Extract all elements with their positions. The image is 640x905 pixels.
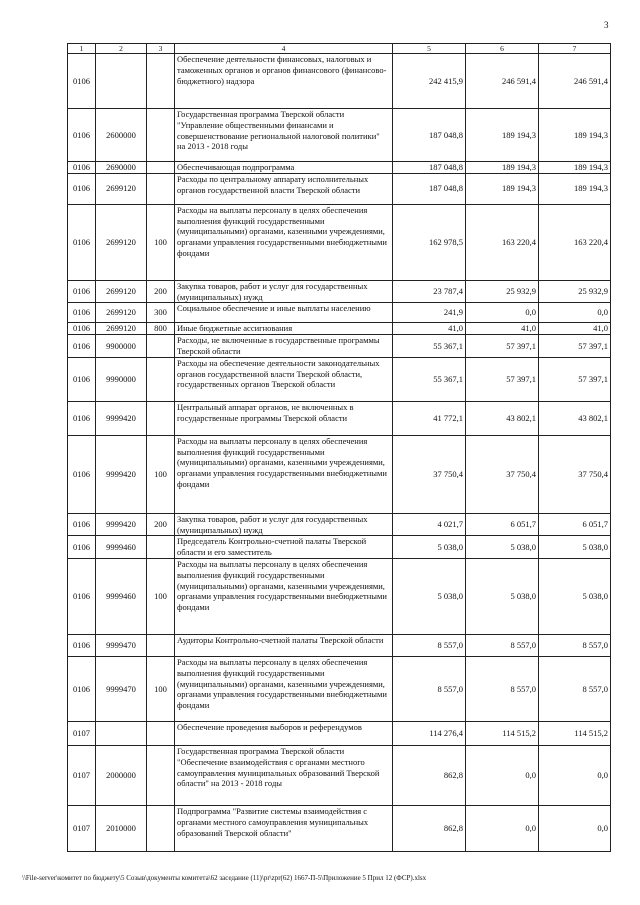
header-row [68,44,611,54]
value-col7-cell: 246 591,4 [539,54,611,109]
table-row [68,435,611,513]
section-code-cell: 0106 [68,513,96,536]
target-code-cell: 9900000 [96,335,147,358]
expense-type-code-cell [147,54,175,109]
table-row [68,173,611,204]
value-col7-cell: 8 557,0 [539,634,611,656]
value-col7-cell: 0,0 [539,805,611,851]
header-cell: 4 [175,44,393,54]
description-cell: Центральный аппарат органов, не включенных в государственные программы Тверской области [175,401,393,435]
target-code-cell: 9999460 [96,536,147,559]
section-code-cell: 0106 [68,109,96,162]
value-col5-cell: 37 750,4 [393,435,466,513]
table-row [68,656,611,721]
value-col6-cell: 25 932,9 [466,280,539,303]
value-col6-cell: 5 038,0 [466,558,539,634]
expense-type-code-cell [147,357,175,401]
header-cell: 7 [539,44,611,54]
value-col6-cell: 246 591,4 [466,54,539,109]
value-col5-cell: 4 021,7 [393,513,466,536]
description-cell: Расходы на выплаты персоналу в целях обеспечения выполнения функций государственными (муниципальными) органами, казенными учреждениями, органами управления государственными внебюджетными фондами [175,435,393,513]
header-cell: 3 [147,44,175,54]
value-col5-cell: 187 048,8 [393,109,466,162]
expense-type-code-cell [147,536,175,559]
description-cell: Обеспечение проведения выборов и референдумов [175,721,393,745]
expense-type-code-cell: 200 [147,513,175,536]
target-code-cell: 2699120 [96,280,147,303]
table-row [68,357,611,401]
target-code-cell: 2699120 [96,204,147,280]
target-code-cell: 9999470 [96,634,147,656]
table-row [68,558,611,634]
value-col6-cell: 5 038,0 [466,536,539,559]
section-code-cell: 0106 [68,162,96,174]
value-col5-cell: 55 367,1 [393,335,466,358]
table-row [68,634,611,656]
value-col5-cell: 8 557,0 [393,656,466,721]
description-cell: Государственная программа Тверской области "Управление общественными финансами и совершенствование региональной налоговой политики" на 2013 - 2018 годы [175,109,393,162]
table-row [68,280,611,303]
table-row [68,721,611,745]
value-col5-cell: 187 048,8 [393,162,466,174]
description-cell: Закупка товаров, работ и услуг для государственных (муниципальных) нужд [175,280,393,303]
table-row [68,401,611,435]
table-row [68,335,611,358]
description-cell: Расходы на выплаты персоналу в целях обеспечения выполнения функций государственными (муниципальными) органами, казенными учреждениями, органами управления государственными внебюджетными фондами [175,656,393,721]
header-cell: 6 [466,44,539,54]
expense-type-code-cell [147,401,175,435]
expense-type-code-cell [147,162,175,174]
value-col5-cell: 41 772,1 [393,401,466,435]
target-code-cell: 2699120 [96,173,147,204]
section-code-cell: 0106 [68,634,96,656]
description-cell: Расходы по центральному аппарату исполнительных органов государственной власти Тверской области [175,173,393,204]
value-col6-cell: 114 515,2 [466,721,539,745]
value-col6-cell: 43 802,1 [466,401,539,435]
value-col6-cell: 8 557,0 [466,634,539,656]
value-col7-cell: 8 557,0 [539,656,611,721]
section-code-cell: 0106 [68,656,96,721]
value-col5-cell: 242 415,9 [393,54,466,109]
value-col6-cell: 189 194,3 [466,173,539,204]
value-col6-cell: 0,0 [466,805,539,851]
description-cell: Подпрограмма "Развитие системы взаимодействия с органами местного самоуправления муниципальных образований Тверской области" [175,805,393,851]
expense-type-code-cell: 100 [147,204,175,280]
description-cell: Закупка товаров, работ и услуг для государственных (муниципальных) нужд [175,513,393,536]
value-col5-cell: 41,0 [393,323,466,335]
target-code-cell: 2600000 [96,109,147,162]
description-cell: Иные бюджетные ассигнования [175,323,393,335]
section-code-cell: 0106 [68,536,96,559]
value-col5-cell: 23 787,4 [393,280,466,303]
table-row [68,323,611,335]
table-row [68,745,611,805]
section-code-cell: 0106 [68,303,96,323]
value-col7-cell: 0,0 [539,303,611,323]
value-col6-cell: 189 194,3 [466,162,539,174]
description-cell: Социальное обеспечение и иные выплаты населению [175,303,393,323]
target-code-cell: 9999420 [96,435,147,513]
table-row [68,303,611,323]
target-code-cell: 2699120 [96,303,147,323]
value-col7-cell: 41,0 [539,323,611,335]
expense-type-code-cell: 300 [147,303,175,323]
target-code-cell [96,54,147,109]
section-code-cell: 0106 [68,173,96,204]
value-col6-cell: 8 557,0 [466,656,539,721]
value-col6-cell: 57 397,1 [466,357,539,401]
expense-type-code-cell: 200 [147,280,175,303]
page-number: 3 [604,20,609,30]
value-col6-cell: 37 750,4 [466,435,539,513]
value-col7-cell: 163 220,4 [539,204,611,280]
value-col5-cell: 114 276,4 [393,721,466,745]
expense-type-code-cell: 100 [147,656,175,721]
table-row [68,162,611,174]
description-cell: Расходы, не включенные в государственные программы Тверской области [175,335,393,358]
section-code-cell: 0106 [68,357,96,401]
section-code-cell: 0106 [68,280,96,303]
section-code-cell: 0107 [68,805,96,851]
table-row [68,805,611,851]
target-code-cell: 2000000 [96,745,147,805]
header-cell: 1 [68,44,96,54]
value-col5-cell: 8 557,0 [393,634,466,656]
expense-type-code-cell [147,634,175,656]
section-code-cell: 0106 [68,435,96,513]
target-code-cell: 2010000 [96,805,147,851]
value-col7-cell: 0,0 [539,745,611,805]
description-cell: Аудиторы Контрольно-счетной палаты Тверской области [175,634,393,656]
table-row [68,513,611,536]
expense-type-code-cell [147,745,175,805]
budget-table [67,43,611,852]
value-col6-cell: 0,0 [466,745,539,805]
description-cell: Расходы на выплаты персоналу в целях обеспечения выполнения функций государственными (муниципальными) органами, казенными учреждениями, органами управления государственными внебюджетными фондами [175,204,393,280]
value-col5-cell: 55 367,1 [393,357,466,401]
value-col5-cell: 5 038,0 [393,536,466,559]
value-col7-cell: 37 750,4 [539,435,611,513]
target-code-cell: 2699120 [96,323,147,335]
value-col5-cell: 241,9 [393,303,466,323]
expense-type-code-cell: 800 [147,323,175,335]
header-cell: 5 [393,44,466,54]
value-col7-cell: 189 194,3 [539,162,611,174]
value-col7-cell: 43 802,1 [539,401,611,435]
value-col6-cell: 41,0 [466,323,539,335]
header-cell: 2 [96,44,147,54]
expense-type-code-cell [147,805,175,851]
description-cell: Председатель Контрольно-счетной палаты Тверской области и его заместитель [175,536,393,559]
table-row [68,109,611,162]
value-col7-cell: 114 515,2 [539,721,611,745]
value-col5-cell: 5 038,0 [393,558,466,634]
expense-type-code-cell [147,109,175,162]
value-col7-cell: 189 194,3 [539,109,611,162]
value-col6-cell: 0,0 [466,303,539,323]
section-code-cell: 0106 [68,204,96,280]
value-col5-cell: 862,8 [393,745,466,805]
table-row [68,54,611,109]
expense-type-code-cell: 100 [147,558,175,634]
value-col6-cell: 57 397,1 [466,335,539,358]
description-cell: Обеспечение деятельности финансовых, налоговых и таможенных органов и органов финансового (финансово-бюджетного) надзора [175,54,393,109]
section-code-cell: 0106 [68,558,96,634]
value-col7-cell: 25 932,9 [539,280,611,303]
value-col7-cell: 6 051,7 [539,513,611,536]
section-code-cell: 0106 [68,323,96,335]
section-code-cell: 0106 [68,54,96,109]
description-cell: Государственная программа Тверской области "Обеспечение взаимодействия с органами местного самоуправления муниципальных образований Тверской области" на 2013 - 2018 годы [175,745,393,805]
value-col6-cell: 6 051,7 [466,513,539,536]
target-code-cell: 9999420 [96,401,147,435]
target-code-cell: 2690000 [96,162,147,174]
section-code-cell: 0106 [68,401,96,435]
target-code-cell [96,721,147,745]
target-code-cell: 9990000 [96,357,147,401]
description-cell: Расходы на обеспечение деятельности законодательных органов государственной власти Тверской области, государственных органов Тверской области [175,357,393,401]
value-col5-cell: 162 978,5 [393,204,466,280]
value-col6-cell: 189 194,3 [466,109,539,162]
table-row [68,204,611,280]
target-code-cell: 9999420 [96,513,147,536]
description-cell: Расходы на выплаты персоналу в целях обеспечения выполнения функций государственными (муниципальными) органами, казенными учреждениями, органами управления государственными внебюджетными фондами [175,558,393,634]
target-code-cell: 9999470 [96,656,147,721]
value-col6-cell: 163 220,4 [466,204,539,280]
section-code-cell: 0106 [68,335,96,358]
value-col7-cell: 5 038,0 [539,558,611,634]
value-col5-cell: 187 048,8 [393,173,466,204]
file-path-footer: \\File-server\комитет по бюджету\5 Созыв\документы комитета\62 заседание (11)\pr\zpr(62) 1667-П-5\Приложение 5 Прил 12 (ФСР).xlsx [22,874,427,882]
value-col7-cell: 5 038,0 [539,536,611,559]
target-code-cell: 9999460 [96,558,147,634]
value-col7-cell: 189 194,3 [539,173,611,204]
expense-type-code-cell [147,721,175,745]
section-code-cell: 0107 [68,745,96,805]
value-col7-cell: 57 397,1 [539,357,611,401]
table-row [68,536,611,559]
expense-type-code-cell [147,335,175,358]
description-cell: Обеспечивающая подпрограмма [175,162,393,174]
expense-type-code-cell: 100 [147,435,175,513]
section-code-cell: 0107 [68,721,96,745]
value-col5-cell: 862,8 [393,805,466,851]
value-col7-cell: 57 397,1 [539,335,611,358]
expense-type-code-cell [147,173,175,204]
